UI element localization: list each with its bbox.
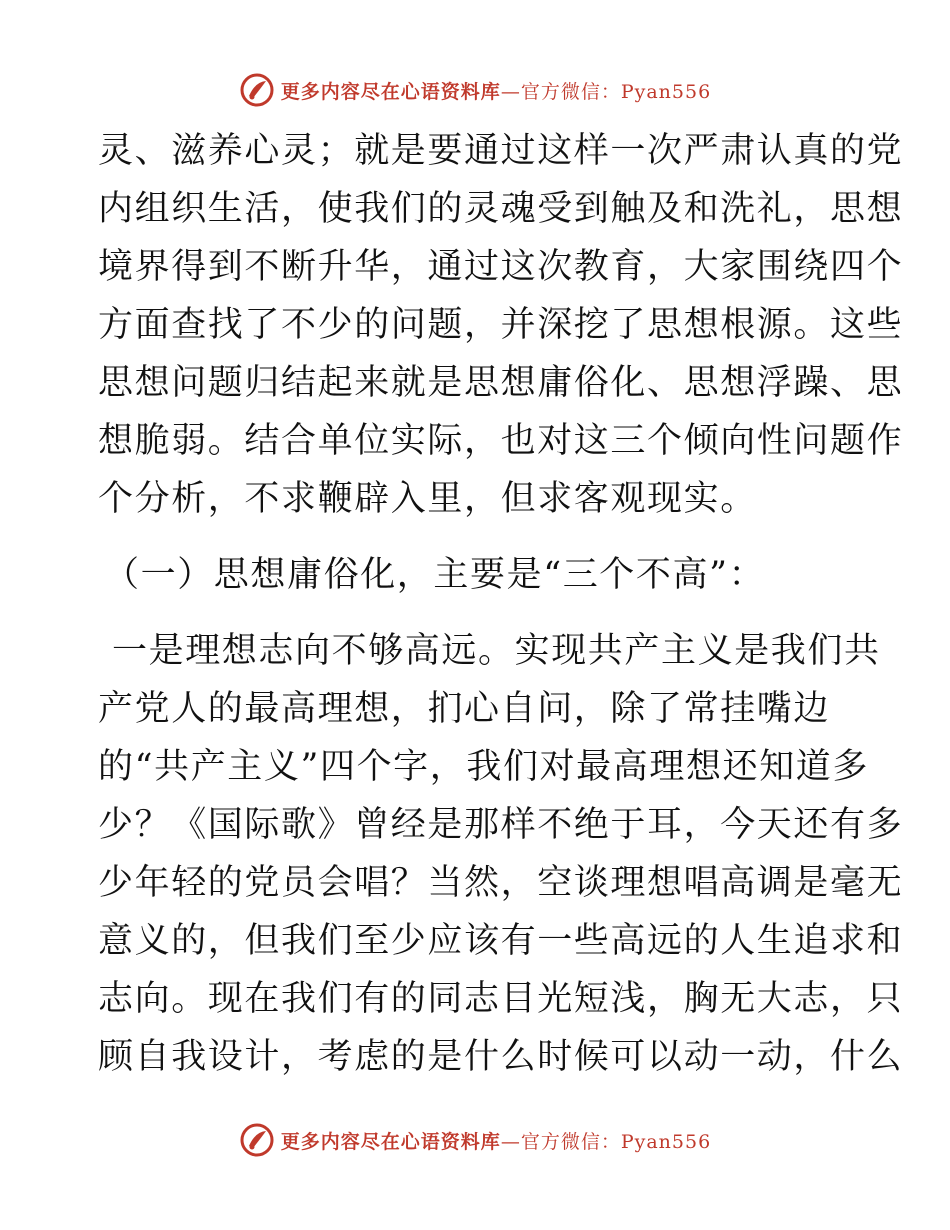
text-line: 顾自我设计，考虑的是什么时候可以动一动，什么 [98,1037,904,1077]
text-line: 产党人的最高理想，扪心自问，除了常挂嘴边 [98,689,831,729]
banner-text [281,77,711,104]
brush-seal-icon [239,72,275,108]
text-line: 个分析，不求鞭辟入里，但求客观现实。 [98,479,757,519]
text-line: 灵、滋养心灵；就是要通过这样一次严肃认真的党 [98,131,904,171]
text-line: 想脆弱。结合单位实际，也对这三个倾向性问题作 [98,421,904,461]
text-line: 境界得到不断升华，通过这次教育，大家围绕四个 [98,247,904,287]
banner-text [281,1127,711,1154]
banner-wechat-label: 官方微信： [520,1130,621,1153]
section-heading: （一）思想庸俗化，主要是“三个不高”： [104,555,766,595]
banner-dash: — [500,80,521,103]
text-line: 内组织生活，使我们的灵魂受到触及和洗礼，思想 [98,189,904,229]
banner-main-text: 更多内容尽在心语资料库 [280,80,501,103]
banner-wechat-label: 官方微信： [520,80,621,103]
text-line: 方面查找了不少的问题，并深挖了思想根源。这些 [98,305,904,345]
header-banner [0,70,950,110]
text-line: 一是理想志向不够高远。实现共产主义是我们共 [112,631,881,671]
banner-dash: — [500,1130,521,1153]
body-text [98,122,904,1086]
text-line: 意义的，但我们至少应该有一些高远的人生追求和 [98,921,904,961]
text-line: 少？《国际歌》曾经是那样不绝于耳，今天还有多 [98,805,904,845]
banner-wechat-id: Pyan556 [620,1130,712,1153]
banner-wechat-id: Pyan556 [620,80,712,103]
footer-banner [0,1120,950,1160]
brush-seal-icon [239,1122,275,1158]
text-line: 志向。现在我们有的同志目光短浅，胸无大志，只 [98,979,904,1019]
text-line: 少年轻的党员会唱？当然，空谈理想唱高调是毫无 [98,863,904,903]
text-line: 的“共产主义”四个字，我们对最高理想还知道多 [98,747,869,787]
banner-main-text: 更多内容尽在心语资料库 [280,1130,501,1153]
text-line: 思想问题归结起来就是思想庸俗化、思想浮躁、思 [98,363,904,403]
